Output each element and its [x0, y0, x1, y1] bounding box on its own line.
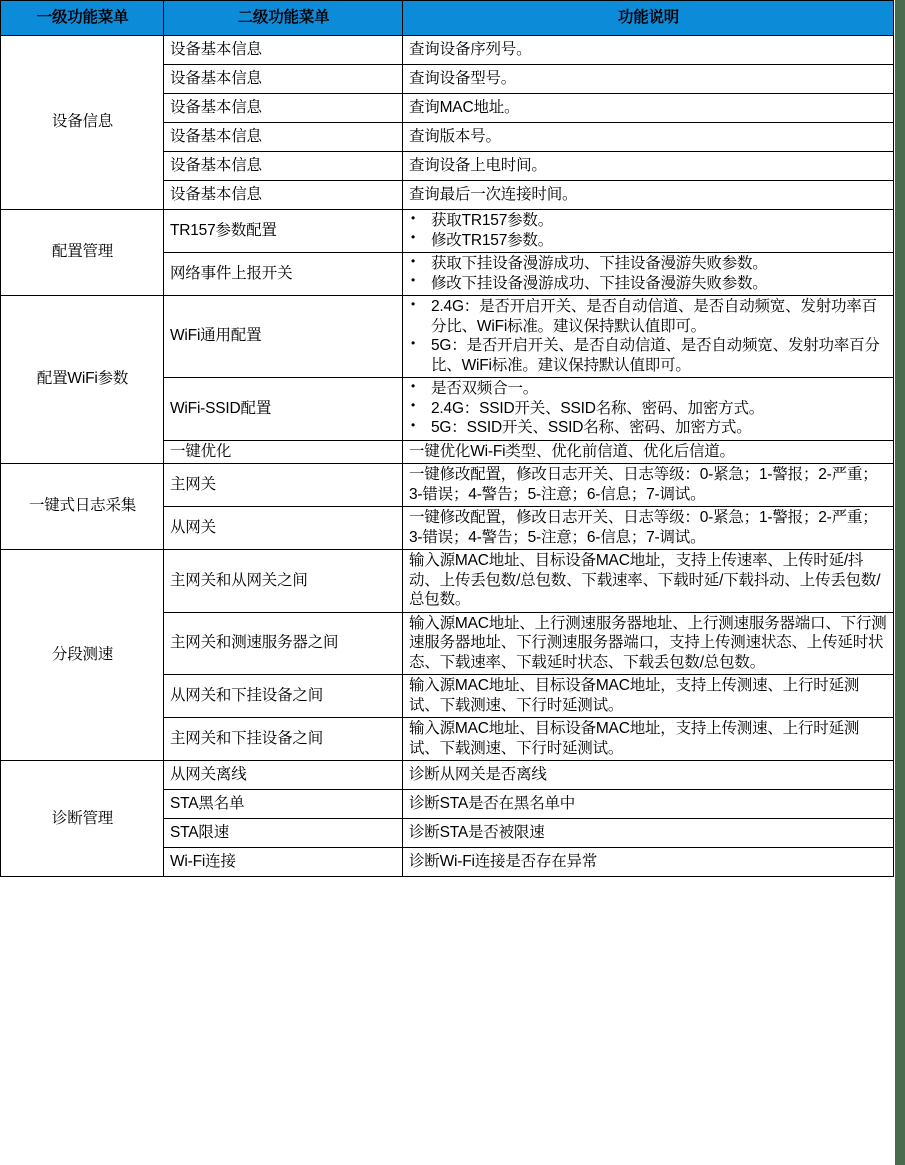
description-cell — [403, 819, 894, 848]
description-cell — [403, 790, 894, 819]
level2-menu-cell: 设备基本信息 — [164, 152, 403, 181]
table-body — [1, 36, 894, 877]
level1-menu-cell: 诊断管理 — [1, 761, 164, 877]
description-text: 查询版本号。 — [409, 127, 501, 145]
description-cell — [403, 181, 894, 210]
description-bullet-list — [409, 379, 888, 438]
table-row — [1, 296, 894, 378]
description-text: 查询设备序列号。 — [409, 40, 532, 58]
level2-menu-cell: 一键优化 — [164, 440, 403, 464]
header-cell-level1: 一级功能菜单 — [1, 1, 164, 36]
description-bullet-item: • 5G：SSID开关、SSID名称、密码、加密方式。 — [409, 418, 888, 438]
level2-menu-cell: 主网关 — [164, 464, 403, 507]
description-text: 诊断STA是否在黑名单中 — [409, 795, 576, 813]
description-cell — [403, 761, 894, 790]
description-cell — [403, 296, 894, 378]
description-text: 输入源MAC地址、上行测速服务器地址、上行测速服务器端口、下行测速服务器地址、下行测速服务器端口，支持上传测速状态、上传延时状态、下载速率、下载延时状态、下载丢包数/总包数。 — [409, 614, 887, 671]
level1-menu-cell: 一键式日志采集 — [1, 464, 164, 550]
level2-menu-cell: 从网关 — [164, 507, 403, 550]
level2-menu-cell: 从网关和下挂设备之间 — [164, 675, 403, 718]
description-bullet-list — [409, 254, 888, 293]
level2-menu-cell: 主网关和下挂设备之间 — [164, 718, 403, 761]
description-text: 诊断STA是否被限速 — [409, 824, 545, 842]
header-cell-description: 功能说明 — [403, 1, 894, 36]
description-bullet-item: • 是否双频合一。 — [409, 379, 888, 399]
table-row — [1, 210, 894, 253]
level2-menu-cell: 主网关和从网关之间 — [164, 550, 403, 613]
description-text: 一键优化Wi-Fi类型、优化前信道、优化后信道。 — [409, 442, 735, 460]
table-row — [1, 464, 894, 507]
description-bullet-item: • 获取下挂设备漫游成功、下挂设备漫游失败参数。 — [409, 254, 888, 274]
level1-menu-cell: 配置WiFi参数 — [1, 296, 164, 464]
description-cell — [403, 210, 894, 253]
level2-menu-cell: Wi-Fi连接 — [164, 848, 403, 877]
description-text: 一键修改配置，修改日志开关、日志等级：0-紧急；1-警报；2-严重；3-错误；4-警告；5-注意；6-信息；7-调试。 — [409, 509, 878, 546]
description-text: 查询MAC地址。 — [409, 98, 520, 116]
level2-menu-cell: 设备基本信息 — [164, 123, 403, 152]
description-cell — [403, 848, 894, 877]
description-text: 输入源MAC地址、目标设备MAC地址，支持上传速率、上传时延/抖动、上传丢包数/总包数、下载速率、下载时延/下载抖动、上传丢包数/总包数。 — [409, 552, 881, 609]
description-bullet-item: • 2.4G：SSID开关、SSID名称、密码、加密方式。 — [409, 399, 888, 419]
level2-menu-cell: 设备基本信息 — [164, 65, 403, 94]
level2-menu-cell: STA黑名单 — [164, 790, 403, 819]
table-header — [1, 1, 894, 36]
description-cell — [403, 675, 894, 718]
level2-menu-cell: 设备基本信息 — [164, 36, 403, 65]
description-cell — [403, 507, 894, 550]
level1-menu-cell: 分段测速 — [1, 550, 164, 761]
level1-menu-cell: 配置管理 — [1, 210, 164, 296]
table-row — [1, 761, 894, 790]
description-text: 输入源MAC地址、目标设备MAC地址，支持上传测速、上行时延测试、下载测速、下行时延测试。 — [409, 677, 860, 714]
level2-menu-cell: WiFi-SSID配置 — [164, 378, 403, 441]
description-cell — [403, 612, 894, 675]
level2-menu-cell: 主网关和测速服务器之间 — [164, 612, 403, 675]
description-text: 输入源MAC地址、目标设备MAC地址，支持上传测速、上行时延测试、下载测速、下行时延测试。 — [409, 720, 860, 757]
description-text: 查询设备上电时间。 — [409, 156, 547, 174]
level2-menu-cell: WiFi通用配置 — [164, 296, 403, 378]
level2-menu-cell: 从网关离线 — [164, 761, 403, 790]
description-cell — [403, 378, 894, 441]
description-text: 一键修改配置，修改日志开关、日志等级：0-紧急；1-警报；2-严重；3-错误；4-警告；5-注意；6-信息；7-调试。 — [409, 466, 878, 503]
header-cell-level2: 二级功能菜单 — [164, 1, 403, 36]
description-cell — [403, 123, 894, 152]
description-cell — [403, 152, 894, 181]
description-text: 诊断Wi-Fi连接是否存在异常 — [409, 853, 598, 871]
description-cell — [403, 253, 894, 296]
header-row — [1, 1, 894, 36]
level1-menu-cell: 设备信息 — [1, 36, 164, 210]
description-text: 查询设备型号。 — [409, 69, 517, 87]
description-bullet-item: • 修改下挂设备漫游成功、下挂设备漫游失败参数。 — [409, 274, 888, 294]
description-cell — [403, 550, 894, 613]
description-text: 诊断从网关是否离线 — [409, 766, 547, 784]
description-cell — [403, 36, 894, 65]
description-cell — [403, 464, 894, 507]
table-row — [1, 36, 894, 65]
description-bullet-item: • 修改TR157参数。 — [409, 231, 888, 251]
level2-menu-cell: 设备基本信息 — [164, 181, 403, 210]
level2-menu-cell: STA限速 — [164, 819, 403, 848]
description-bullet-list — [409, 211, 888, 250]
description-cell — [403, 718, 894, 761]
level2-menu-cell: TR157参数配置 — [164, 210, 403, 253]
description-bullet-item: • 2.4G：是否开启开关、是否自动信道、是否自动频宽、发射功率百分比、WiFi标准。建议保持默认值即可。 — [409, 297, 888, 336]
description-bullet-list — [409, 297, 888, 375]
description-cell — [403, 440, 894, 464]
description-cell — [403, 94, 894, 123]
table-row — [1, 550, 894, 613]
description-cell — [403, 65, 894, 94]
description-bullet-item: • 获取TR157参数。 — [409, 211, 888, 231]
level2-menu-cell: 设备基本信息 — [164, 94, 403, 123]
level2-menu-cell: 网络事件上报开关 — [164, 253, 403, 296]
description-bullet-item: • 5G：是否开启开关、是否自动信道、是否自动频宽、发射功率百分比、WiFi标准。建议保持默认值即可。 — [409, 336, 888, 375]
description-text: 查询最后一次连接时间。 — [409, 185, 578, 203]
